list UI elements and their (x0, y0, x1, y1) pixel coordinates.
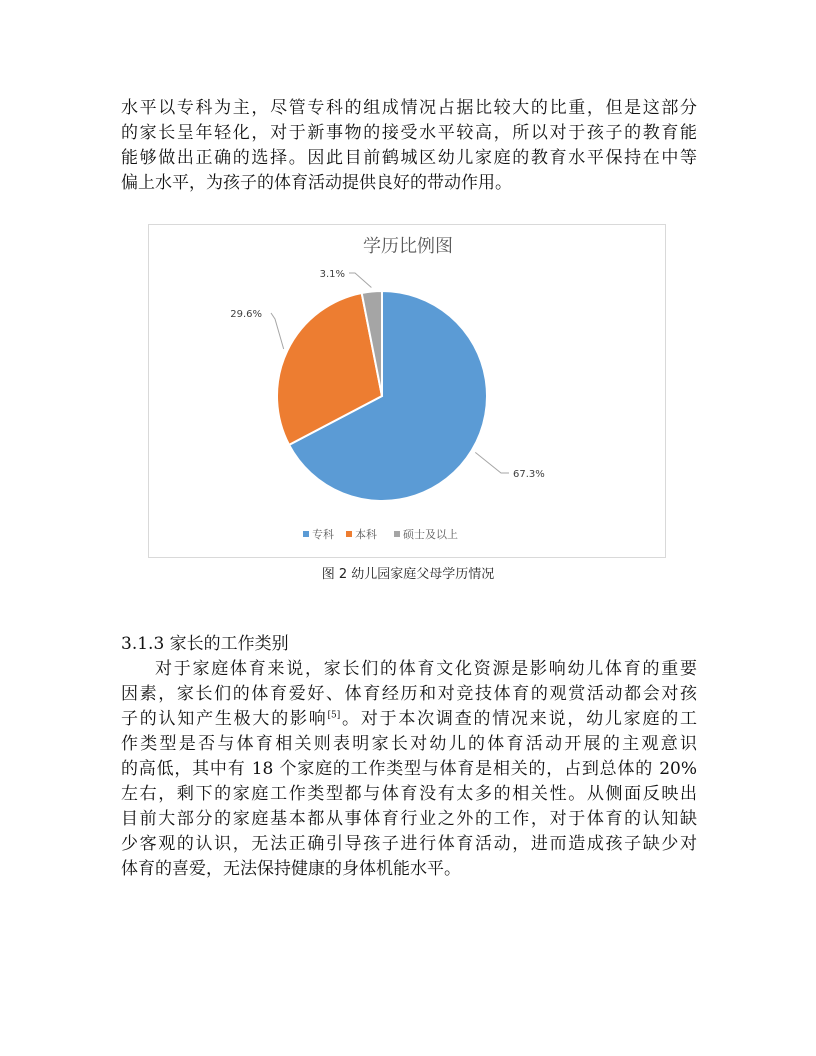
data-label: 29.6% (230, 309, 262, 320)
data-label: 3.1% (319, 269, 345, 280)
data-label: 67.3% (513, 469, 545, 480)
legend-entry (303, 527, 334, 541)
body-line: 对于家庭体育来说，家长们的体育文化资源是影响幼儿体育的重要 (155, 659, 697, 679)
leader-line (271, 313, 284, 349)
intro-line: 能够做出正确的选择。因此目前鹤城区幼儿家庭的教育水平保持在中等 (121, 148, 697, 168)
body-line: 少客观的认识，无法正确引导孩子进行体育活动，进而造成孩子缺少对 (121, 834, 697, 854)
citation-marker: [5] (327, 710, 341, 721)
legend-swatch (303, 531, 309, 537)
pie-chart-svg (149, 225, 667, 559)
leader-line (475, 452, 509, 473)
intro-line: 水平以专科为主，尽管专科的组成情况占据比较大的比重，但是这部分 (121, 98, 697, 118)
legend-entry (346, 527, 377, 541)
legend-label: 本科 (355, 528, 377, 541)
intro-line: 偏上水平，为孩子的体育活动提供良好的带动作用。 (121, 173, 512, 193)
body-line: 作类型是否与体育相关则表明家长对幼儿的体育活动开展的主观意识 (121, 734, 697, 754)
body-line: 因素，家长们的体育爱好、体育经历和对竞技体育的观赏活动都会对孩 (121, 684, 697, 704)
body-paragraph (121, 657, 697, 882)
pie-chart (148, 224, 666, 558)
legend-swatch (346, 531, 352, 537)
body-line: 体育的喜爱，无法保持健康的身体机能水平。 (121, 859, 461, 879)
legend-label: 硕士及以上 (403, 528, 458, 541)
chart-title: 学历比例图 (363, 236, 453, 257)
body-line: 左右，剩下的家庭工作类型都与体育没有太多的相关性。从侧面反映出 (121, 784, 697, 804)
body-line: 目前大部分的家庭基本都从事体育行业之外的工作，对于体育的认知缺 (121, 809, 697, 829)
section-heading: 3.1.3 家长的工作类别 (121, 634, 289, 654)
figure-caption: 图 2 幼儿园家庭父母学历情况 (321, 567, 495, 582)
body-line-part: 。对于本次调查的情况来说，幼儿家庭的工 (340, 709, 698, 729)
legend-swatch (394, 531, 400, 537)
body-line-part: 子的认知产生极大的影响 (121, 709, 328, 729)
body-line (121, 707, 697, 732)
legend-entry (394, 527, 458, 541)
legend-label: 专科 (312, 528, 334, 541)
intro-line: 的家长呈年轻化，对于新事物的接受水平较高，所以对于孩子的教育能 (121, 123, 697, 143)
body-line: 的高低，其中有 18 个家庭的工作类型与体育是相关的，占到总体的 20% (121, 759, 697, 779)
leader-line (349, 273, 371, 288)
intro-paragraph (121, 96, 697, 196)
